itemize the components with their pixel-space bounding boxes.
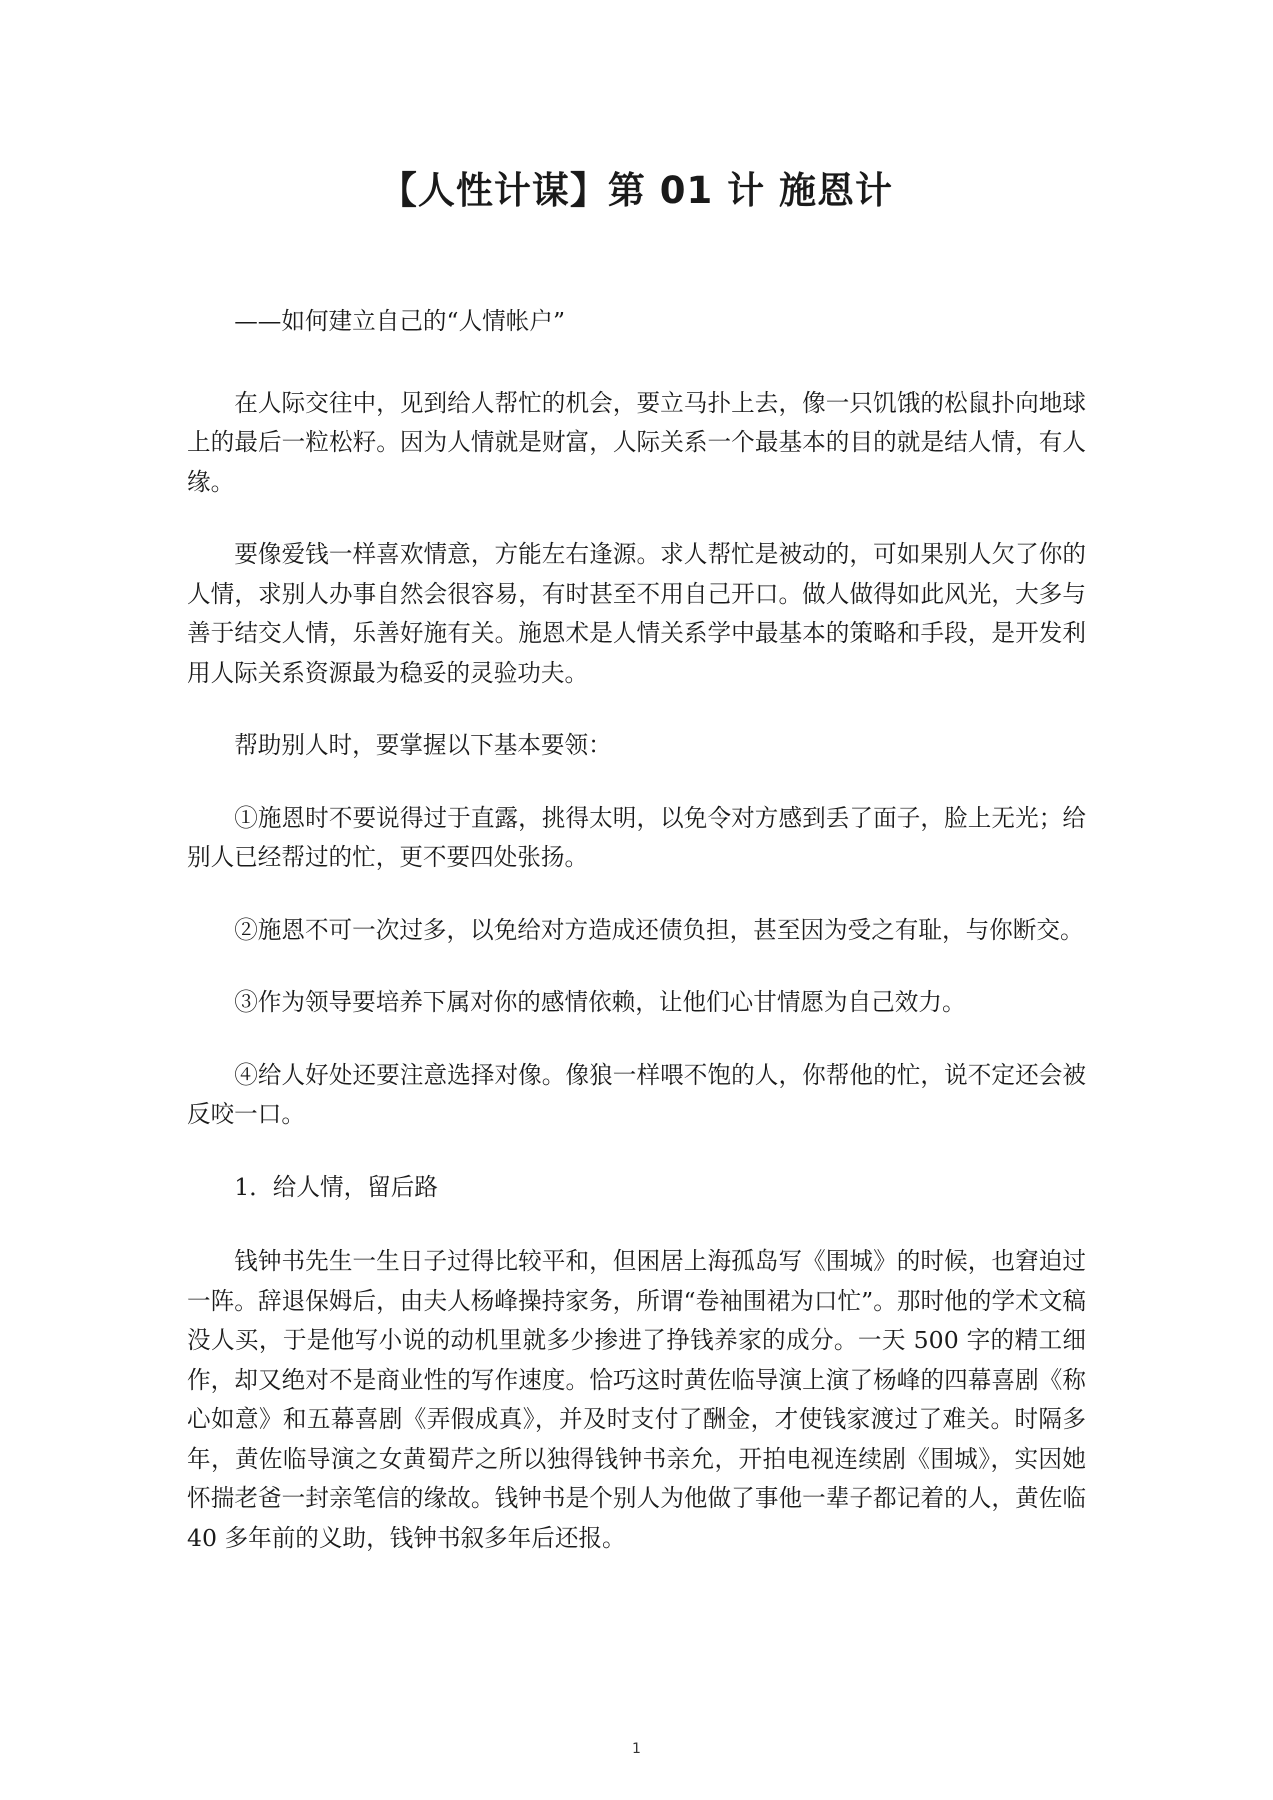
page-number: 1 bbox=[632, 1741, 641, 1757]
paragraph: 钱钟书先生一生日子过得比较平和，但困居上海孤岛写《围城》的时候，也窘迫过一阵。辞退保姆后，由夫人杨峰操持家务，所谓“卷袖围裙为口忙”。那时他的学术文稿没人买，于是他写小说的动机里就多少掺进了挣钱养家的成分。一天 500 字的精工细作，却又绝对不是商业性的写作速度。恰巧这时黄佐临导演上演了杨峰的四幕喜剧《称心如意》和五幕喜剧《弄假成真》，并及时支付了酬金，才使钱家渡过了难关。时隔多年，黄佐临导演之女黄蜀芹之所以独得钱钟书亲允，开拍电视连续剧《围城》，实因她怀揣老爸一封亲笔信的缘故。钱钟书是个别人为他做了事他一辈子都记着的人，黄佐临 40 多年前的义助，钱钟书叙多年后还报。 bbox=[187, 1247, 1086, 1552]
paragraph: 在人际交往中，见到给人帮忙的机会，要立马扑上去，像一只饥饿的松鼠扑向地球上的最后一粒松籽。因为人情就是财富，人际关系一个最基本的目的就是结人情，有人缘。 bbox=[187, 388, 1086, 496]
section-heading: 1．给人情，留后路 bbox=[234, 1172, 438, 1201]
document-body bbox=[187, 302, 1086, 1591]
document-title: 【人性计谋】第 01 计 施恩计 bbox=[379, 169, 894, 212]
paragraph: 帮助别人时，要掌握以下基本要领： bbox=[234, 731, 612, 759]
list-item: ④给人好处还要注意选择对像。像狼一样喂不饱的人，你帮他的忙，说不定还会被反咬一口。 bbox=[187, 1060, 1086, 1128]
list-item: ①施恩时不要说得过于直露，挑得太明，以免令对方感到丢了面子，脸上无光；给别人已经帮过的忙，更不要四处张扬。 bbox=[187, 803, 1086, 871]
list-item: ③作为领导要培养下属对你的感情依赖，让他们心甘情愿为自己效力。 bbox=[234, 988, 966, 1016]
paragraph: 要像爱钱一样喜欢情意，方能左右逢源。求人帮忙是被动的，可如果别人欠了你的人情，求别人办事自然会很容易，有时甚至不用自己开口。做人做得如此风光，大多与善于结交人情，乐善好施有关。施恩术是人情关系学中最基本的策略和手段，是开发利用人际关系资源最为稳妥的灵验功夫。 bbox=[187, 540, 1086, 687]
document-subtitle: ——如何建立自己的“人情帐户” bbox=[234, 307, 566, 335]
list-item: ②施恩不可一次过多，以免给对方造成还债负担，甚至因为受之有耻，与你断交。 bbox=[234, 915, 1084, 944]
